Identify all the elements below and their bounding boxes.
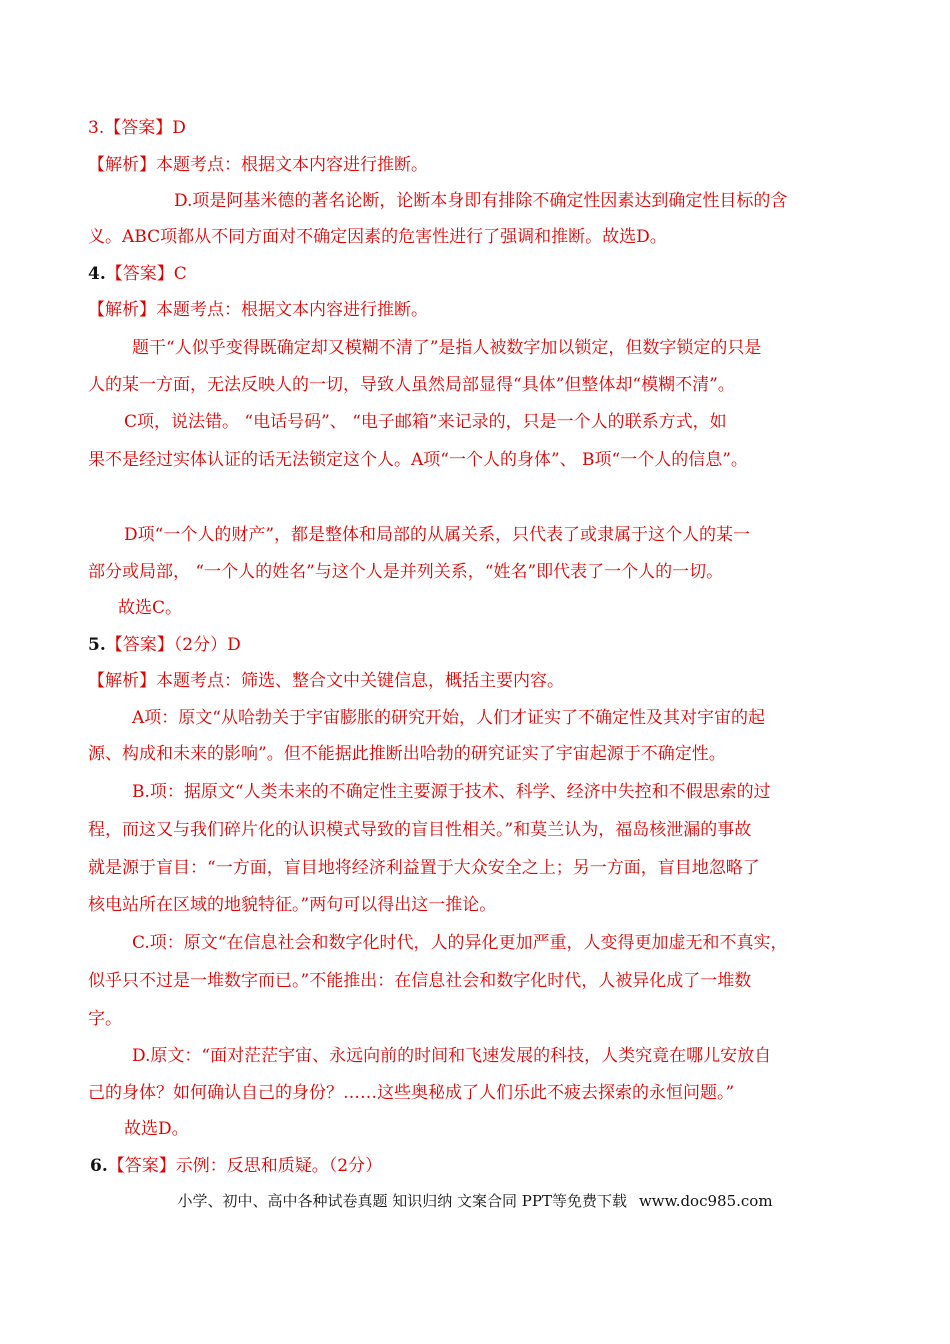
q5-analysis-intro: 本题考点：筛选、整合文中关键信息，概括主要内容。 bbox=[156, 671, 564, 691]
q5-answer-tag: 【答案】 bbox=[105, 635, 174, 655]
q5-answer: （2分）D bbox=[173, 635, 241, 655]
q4-paragraph-3-line-2: 部分或局部， “一个人的姓名”与这个人是并列关系，“姓名”即代表了一个人的一切。 bbox=[88, 562, 724, 582]
q5-option-a-line-2: 源、构成和未来的影响”。但不能据此推断出哈勃的研究证实了宇宙起源于不确定性。 bbox=[88, 744, 726, 764]
q4-answer: C bbox=[173, 264, 187, 284]
q5-conclusion: 故选D。 bbox=[124, 1119, 189, 1139]
q5-option-b-line-2: 程，而这又与我们碎片化的认识模式导致的盲目性相关。”和莫兰认为，福岛核泄漏的事故 bbox=[88, 820, 752, 840]
q4-paragraph-2-line-2: 果不是经过实体认证的话无法锁定这个人。A项“一个人的身体”、 B项“一个人的信息”。 bbox=[88, 450, 748, 470]
q5-option-c-line-1: C.项：原文“在信息社会和数字化时代，人的异化更加严重，人变得更加虚无和不真实， bbox=[132, 933, 788, 953]
q3-analysis-intro: 本题考点：根据文本内容进行推断。 bbox=[156, 155, 428, 175]
footer-url[interactable]: www.doc985.com bbox=[638, 1192, 773, 1210]
q5-option-b-line-3: 就是源于盲目：“一方面，盲目地将经济利益置于大众安全之上；另一方面，盲目地忽略了 bbox=[88, 858, 760, 878]
q5-option-c-line-2: 似乎只不过是一堆数字而已。”不能推出：在信息社会和数字化时代，人被异化成了一堆数 bbox=[88, 971, 752, 991]
q4-analysis-line bbox=[88, 299, 428, 321]
q6-number: 6. bbox=[90, 1156, 108, 1176]
q6-answer: 示例：反思和质疑。（2分） bbox=[175, 1156, 383, 1176]
page-footer bbox=[0, 1190, 950, 1211]
q4-paragraph-2-line-1: C项，说法错。 “电话号码”、 “电子邮箱”来记录的，只是一个人的联系方式，如 bbox=[124, 412, 727, 432]
q4-answer-line bbox=[88, 263, 187, 285]
q5-answer-line bbox=[88, 634, 241, 656]
q5-option-c-line-3: 字。 bbox=[88, 1009, 122, 1029]
footer-text: 小学、初中、高中各种试卷真题 知识归纳 文案合同 PPT等免费下载 bbox=[177, 1192, 627, 1210]
q5-analysis-tag: 【解析】 bbox=[88, 671, 156, 691]
q4-analysis-tag: 【解析】 bbox=[88, 300, 156, 320]
q4-paragraph-1-line-2: 人的某一方面，无法反映人的一切，导致人虽然局部显得“具体”但整体却“模糊不清”。 bbox=[88, 375, 735, 395]
q3-answer-line bbox=[88, 117, 186, 139]
q3-paragraph-line-1: D.项是阿基米德的著名论断，论断本身即有排除不确定性因素达到确定性目标的含 bbox=[174, 191, 788, 211]
q4-number: 4. bbox=[88, 264, 106, 284]
q3-analysis-line bbox=[88, 154, 428, 176]
q5-number: 5. bbox=[88, 635, 106, 655]
q5-option-d-line-1: D.原文：“面对茫茫宇宙、永远向前的时间和飞速发展的科技，人类究竟在哪儿安放自 bbox=[132, 1046, 772, 1066]
q3-number: 3. bbox=[88, 118, 105, 138]
q5-option-a-line-1: A项：原文“从哈勃关于宇宙膨胀的研究开始，人们才证实了不确定性及其对宇宙的起 bbox=[132, 708, 765, 728]
q5-option-b-line-1: B.项：据原文“人类未来的不确定性主要源于技术、科学、经济中失控和不假思索的过 bbox=[132, 782, 771, 802]
q4-conclusion: 故选C。 bbox=[118, 598, 183, 618]
q5-option-d-line-2: 己的身体？如何确认自己的身份？……这些奥秘成了人们乐此不疲去探索的永恒问题。” bbox=[88, 1083, 735, 1103]
q4-answer-tag: 【答案】 bbox=[105, 264, 174, 284]
q4-analysis-intro: 本题考点：根据文本内容进行推断。 bbox=[156, 300, 428, 320]
q3-answer-tag: 【答案】 bbox=[104, 118, 173, 138]
q3-answer: D bbox=[172, 118, 186, 138]
q5-analysis-line bbox=[88, 670, 564, 692]
q6-answer-tag: 【答案】 bbox=[107, 1156, 176, 1176]
q4-paragraph-1-line-1: 题干“人似乎变得既确定却又模糊不清了”是指人被数字加以锁定，但数字锁定的只是 bbox=[132, 338, 762, 358]
q4-paragraph-3-line-1: D项“一个人的财产”，都是整体和局部的从属关系，只代表了或隶属于这个人的某一 bbox=[124, 525, 751, 545]
q6-answer-line bbox=[90, 1155, 382, 1177]
q5-option-b-line-4: 核电站所在区域的地貌特征。”两句可以得出这一推论。 bbox=[88, 895, 497, 915]
q3-analysis-tag: 【解析】 bbox=[88, 155, 156, 175]
q3-paragraph-line-2: 义。ABC项都从不同方面对不确定因素的危害性进行了强调和推断。故选D。 bbox=[88, 227, 667, 247]
